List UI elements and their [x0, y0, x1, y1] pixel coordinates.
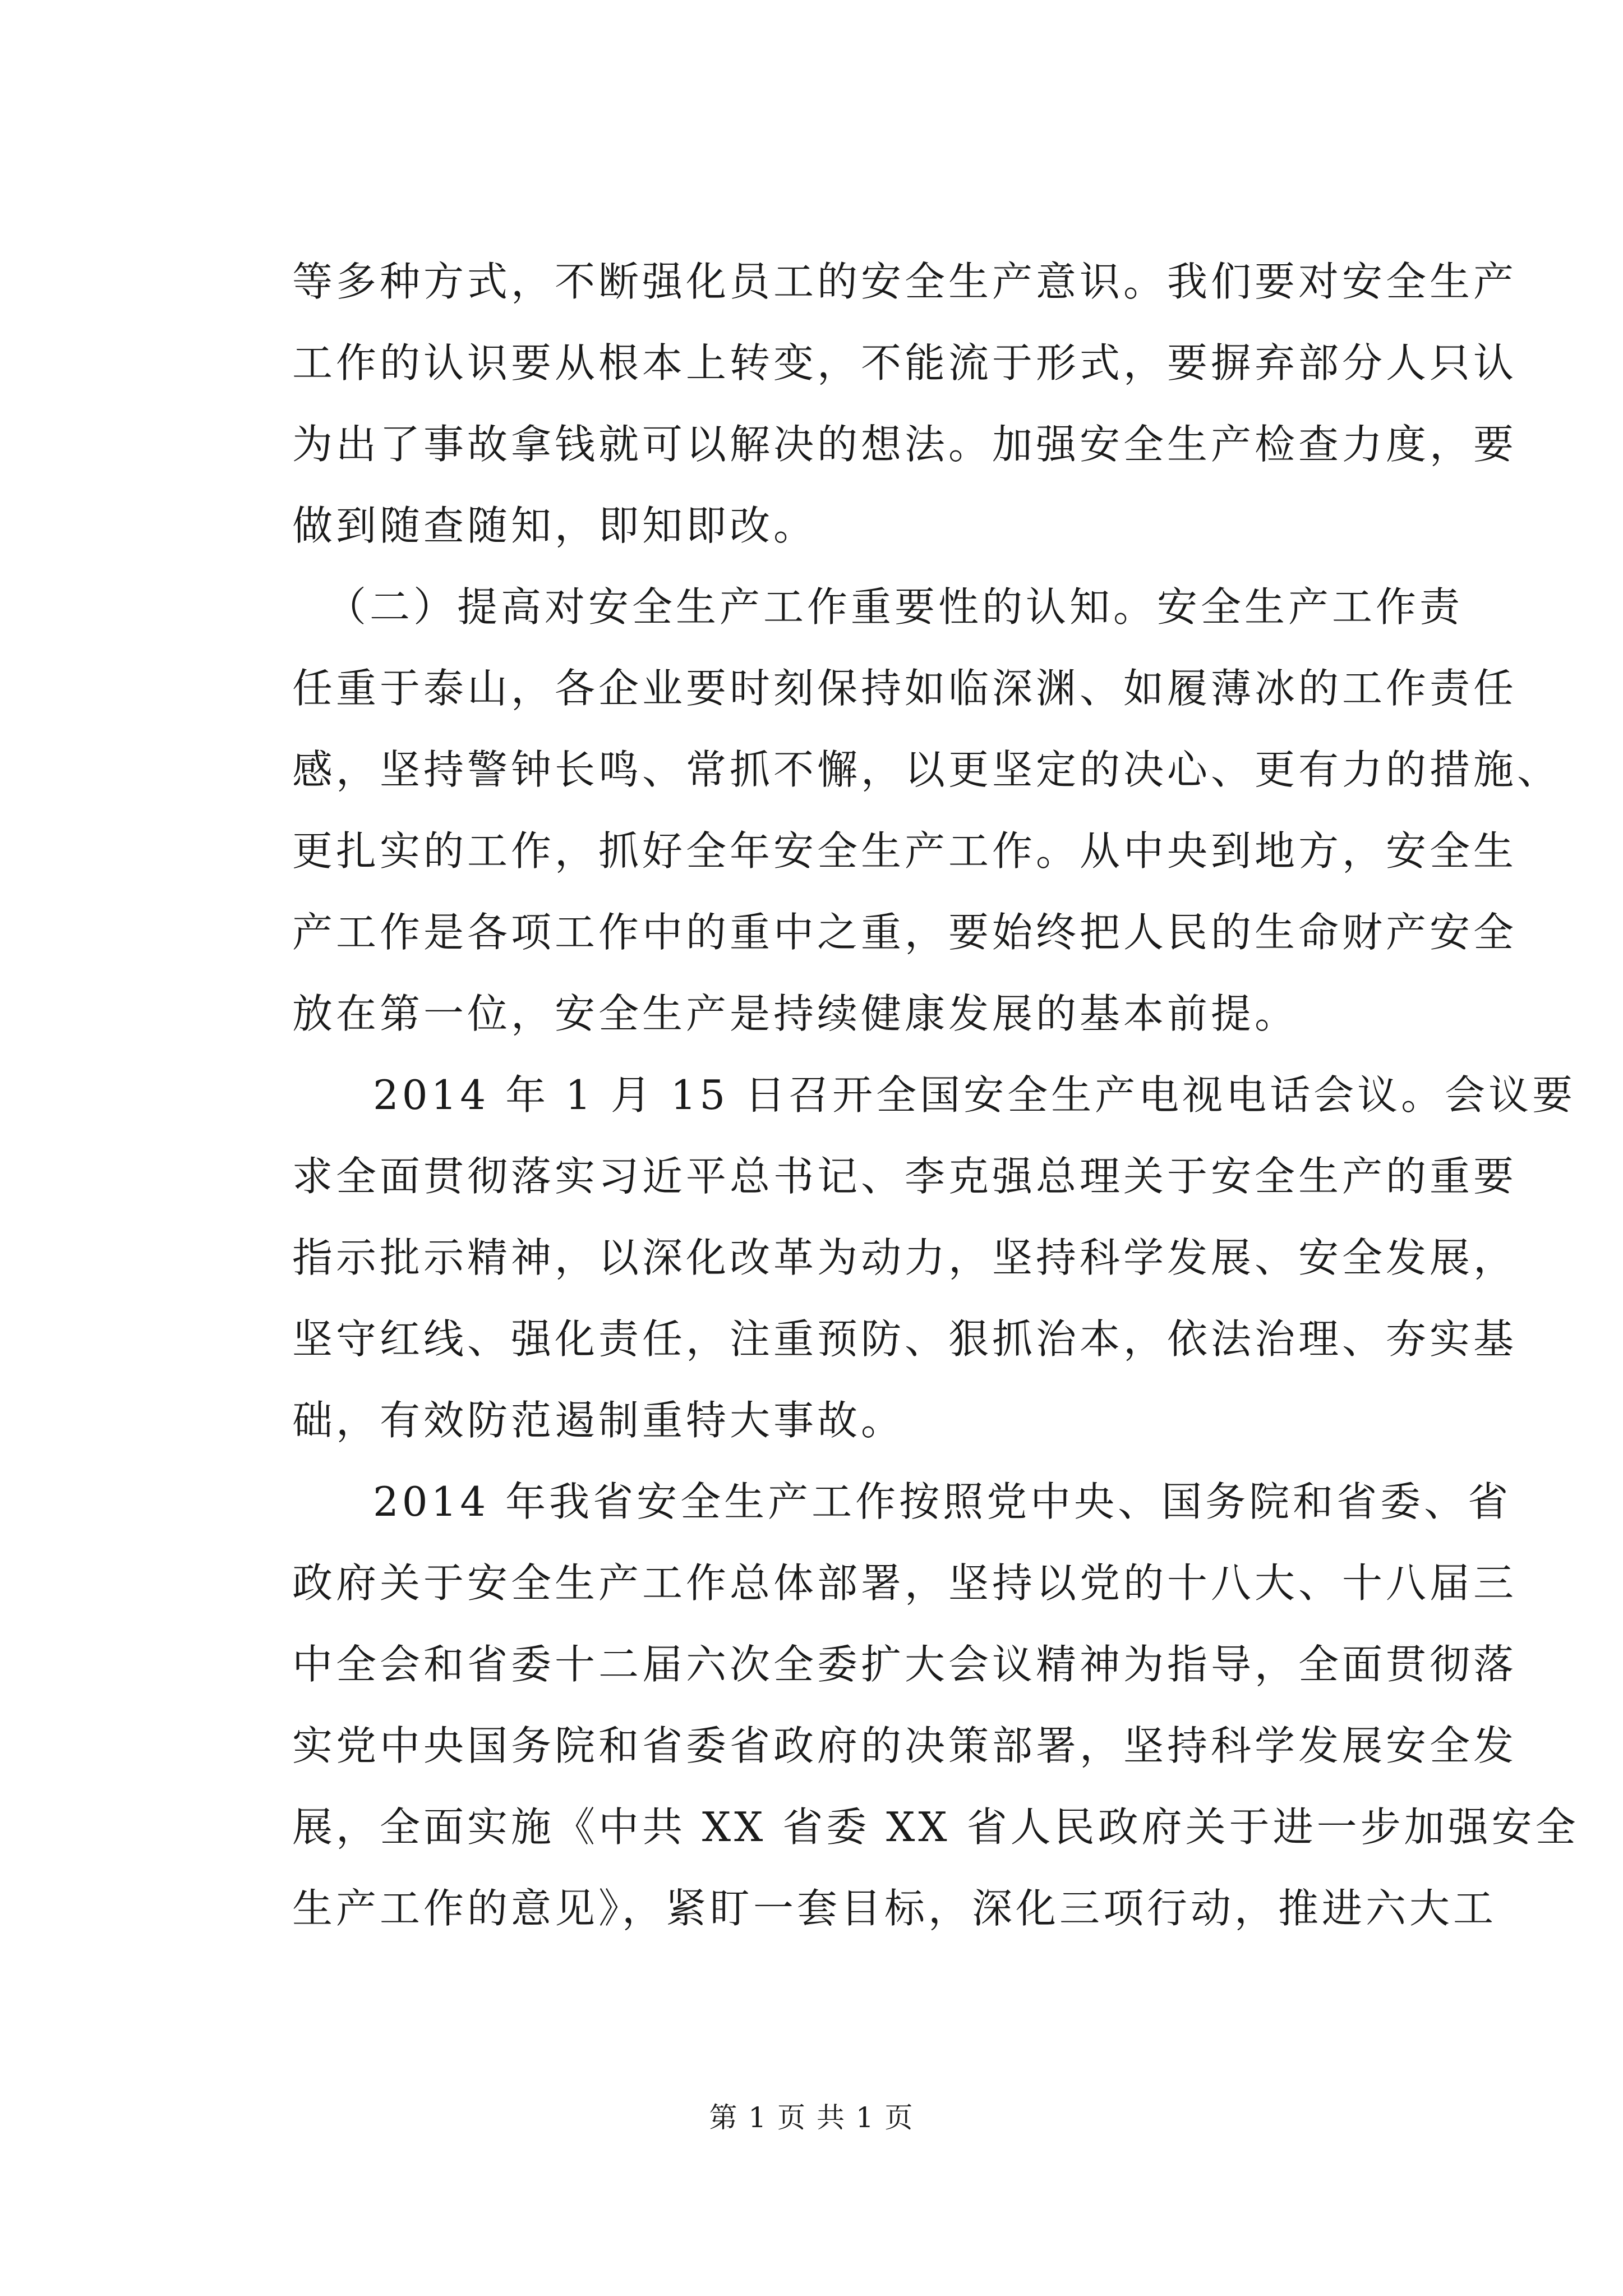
- paragraph-3-line-3: 指示批示精神，以深化改革为动力，坚持科学发展、安全发展，: [292, 1234, 1518, 1281]
- paragraph-2-line-5: 产工作是各项工作中的重中之重，要始终把人民的生命财产安全: [292, 909, 1518, 956]
- paragraph-1-line-1: 等多种方式，不断强化员工的安全生产意识。我们要对安全生产: [292, 258, 1518, 305]
- paragraph-2-line-3: 感，坚持警钟长鸣、常抓不懈，以更坚定的决心、更有力的措施、: [292, 746, 1561, 793]
- paragraph-2-line-1: （二）提高对安全生产工作重要性的认知。安全生产工作责: [326, 583, 1464, 631]
- paragraph-4-line-2: 政府关于安全生产工作总体部署，坚持以党的十八大、十八届三: [292, 1559, 1518, 1607]
- paragraph-4-line-4: 实党中央国务院和省委省政府的决策部署，坚持科学发展安全发: [292, 1722, 1518, 1769]
- paragraph-1-line-2: 工作的认识要从根本上转变，不能流于形式，要摒弃部分人只认: [292, 339, 1518, 386]
- paragraph-4-line-3: 中全会和省委十二届六次全委扩大会议精神为指导，全面贯彻落: [292, 1641, 1518, 1688]
- paragraph-4-line-6: 生产工作的意见》，紧盯一套目标，深化三项行动，推进六大工: [292, 1885, 1497, 1932]
- body-text: [292, 241, 1579, 1949]
- paragraph-3-line-5: 础，有效防范遏制重特大事故。: [292, 1397, 905, 1444]
- paragraph-2-line-4: 更扎实的工作，抓好全年安全生产工作。从中央到地方，安全生: [292, 827, 1518, 875]
- page-number-label: 第 1 页 共 1 页: [709, 2101, 914, 2134]
- paragraph-1-line-4: 做到随查随知，即知即改。: [292, 502, 818, 549]
- paragraph-3-line-4: 坚守红线、强化责任，注重预防、狠抓治本，依法治理、夯实基: [292, 1315, 1518, 1363]
- paragraph-4-line-1: 2014 年我省安全生产工作按照党中央、国务院和省委、省: [373, 1478, 1512, 1525]
- page-footer: [0, 2098, 1623, 2137]
- paragraph-1-line-3: 为出了事故拿钱就可以解决的想法。加强安全生产检查力度，要: [292, 421, 1518, 468]
- paragraph-2-line-6: 放在第一位，安全生产是持续健康发展的基本前提。: [292, 990, 1299, 1037]
- paragraph-4-line-5: 展，全面实施《中共 XX 省委 XX 省人民政府关于进一步加强安全: [292, 1803, 1579, 1851]
- paragraph-2-line-2: 任重于泰山，各企业要时刻保持如临深渊、如履薄冰的工作责任: [292, 665, 1518, 712]
- paragraph-3-line-1: 2014 年 1 月 15 日召开全国安全生产电视电话会议。会议要: [373, 1071, 1576, 1119]
- paragraph-3-line-2: 求全面贯彻落实习近平总书记、李克强总理关于安全生产的重要: [292, 1153, 1518, 1200]
